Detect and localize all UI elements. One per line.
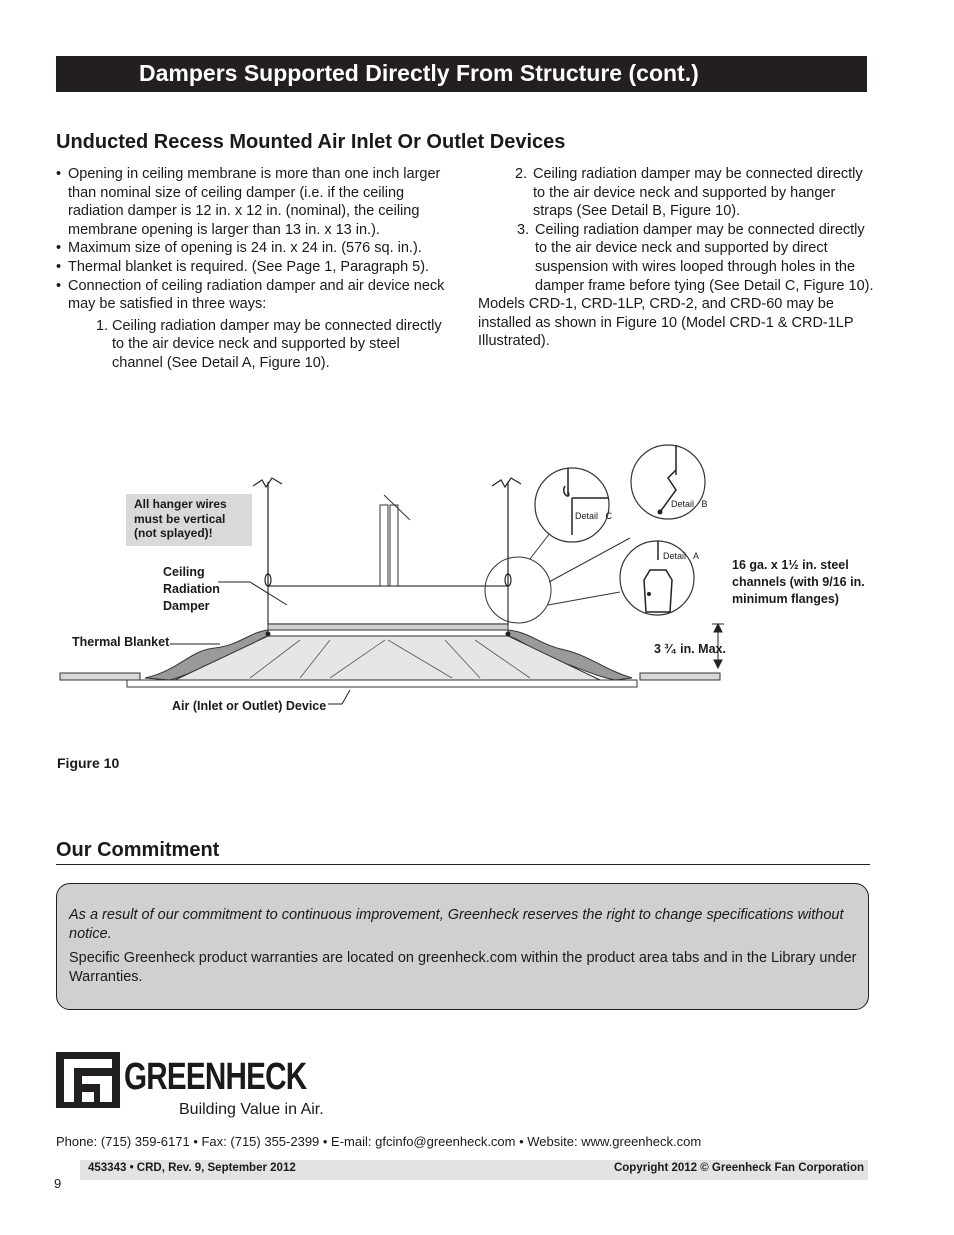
footer-bar xyxy=(80,1160,868,1180)
commitment-rule xyxy=(56,864,870,865)
bullet-item: • Maximum size of opening is 24 in. x 24 in. (576 sq. in.). xyxy=(56,239,446,258)
label-max-gap: 3 ³⁄₄ in. Max. xyxy=(654,642,726,656)
item-text: Ceiling radiation damper may be connected directly to the air device neck and supported by hanger straps (See Detail B, Figure 10). xyxy=(533,166,863,220)
commitment-box xyxy=(56,883,869,1010)
commitment-italic: As a result of our commitment to continuous improvement, Greenheck reserves the right to change specifications without notice. xyxy=(69,907,844,942)
numbered-item-3 xyxy=(517,221,875,295)
damper-blade xyxy=(268,624,508,630)
figure-caption: Figure 10 xyxy=(57,755,120,771)
label-detail-a: Detail A xyxy=(663,551,700,561)
logo-tagline: Building Value in Air. xyxy=(179,1101,324,1118)
right-column xyxy=(478,165,874,351)
greenheck-mark-icon xyxy=(56,1052,120,1108)
greenheck-logo xyxy=(56,1050,356,1120)
copyright: Copyright 2012 © Greenheck Fan Corporation xyxy=(613,1162,864,1174)
numbered-item-2 xyxy=(515,165,863,221)
ceiling-tile-left xyxy=(60,673,140,680)
item-number: 3. xyxy=(517,221,530,238)
page-title: Dampers Supported Directly From Structure (cont.) xyxy=(139,60,699,86)
label-detail-c: Detail C xyxy=(575,511,613,521)
numbered-item-1 xyxy=(96,317,452,373)
damper-link xyxy=(380,495,410,586)
item-text: Ceiling radiation damper may be connected directly to the air device neck and supported by steel channel (See Detail A, Figure 10). xyxy=(112,317,442,371)
doc-id: 453343 • CRD, Rev. 9, September 2012 xyxy=(88,1162,296,1174)
page-header-bar xyxy=(56,56,867,92)
page-number: 9 xyxy=(54,1176,62,1191)
label-detail-b: Detail B xyxy=(671,499,708,509)
label-air-device: Air (Inlet or Outlet) Device xyxy=(172,699,327,713)
label-steel-channels: 16 ga. x 1½ in. steel channels (with 9/16 in. minimum flanges) xyxy=(732,558,865,606)
label-thermal-blanket: Thermal Blanket xyxy=(72,635,170,649)
left-column xyxy=(56,165,446,373)
section-heading: Unducted Recess Mounted Air Inlet Or Outlet Devices xyxy=(56,131,566,153)
bullet-item: • Connection of ceiling radiation damper and air device neck may be satisfied in three ways: xyxy=(56,277,446,314)
label-ceiling-damper: Ceiling Radiation Damper xyxy=(163,565,220,613)
warranty-text: Specific Greenheck product warranties are located on greenheck.com within the product area tabs and in the Library under Warranties. xyxy=(69,950,857,985)
item-number: 1. xyxy=(96,317,109,334)
ceiling-tile-right xyxy=(640,673,720,680)
hanger-note: All hanger wires must be vertical (not splayed)! xyxy=(126,494,252,546)
detail-c-circle xyxy=(535,468,609,542)
item-text: Ceiling radiation damper may be connected directly to the air device neck and supported by direct suspension with wires looped through holes in the damper frame before tying (See Detail C, Figure 10). xyxy=(535,221,874,294)
air-device-flange xyxy=(127,680,637,687)
logo-wordmark: GREENHECK xyxy=(124,1056,307,1098)
contact-line: Phone: (715) 359-6171 • Fax: (715) 355-2399 • E-mail: gfcinfo@greenheck.com • Website: www.greenheck.com xyxy=(56,1134,702,1149)
item-number: 2. xyxy=(515,166,528,182)
bullet-item: • Opening in ceiling membrane is more than one inch larger than nominal size of ceiling damper (i.e. if the ceiling radiation damper is 12 in. x 12 in. (nominal), the ceiling membrane opening is larger than 13 in. x 13 in.). xyxy=(56,165,446,239)
commitment-heading: Our Commitment xyxy=(56,839,220,861)
models-note: Models CRD-1, CRD-1LP, CRD-2, and CRD-60 may be installed as shown in Figure 10 (Model CRD-1 & CRD-1LP Illustrated). xyxy=(478,296,854,350)
bullet-item: • Thermal blanket is required. (See Page 1, Paragraph 5). xyxy=(56,258,446,277)
ceiling-damper-sleeve xyxy=(268,586,508,624)
